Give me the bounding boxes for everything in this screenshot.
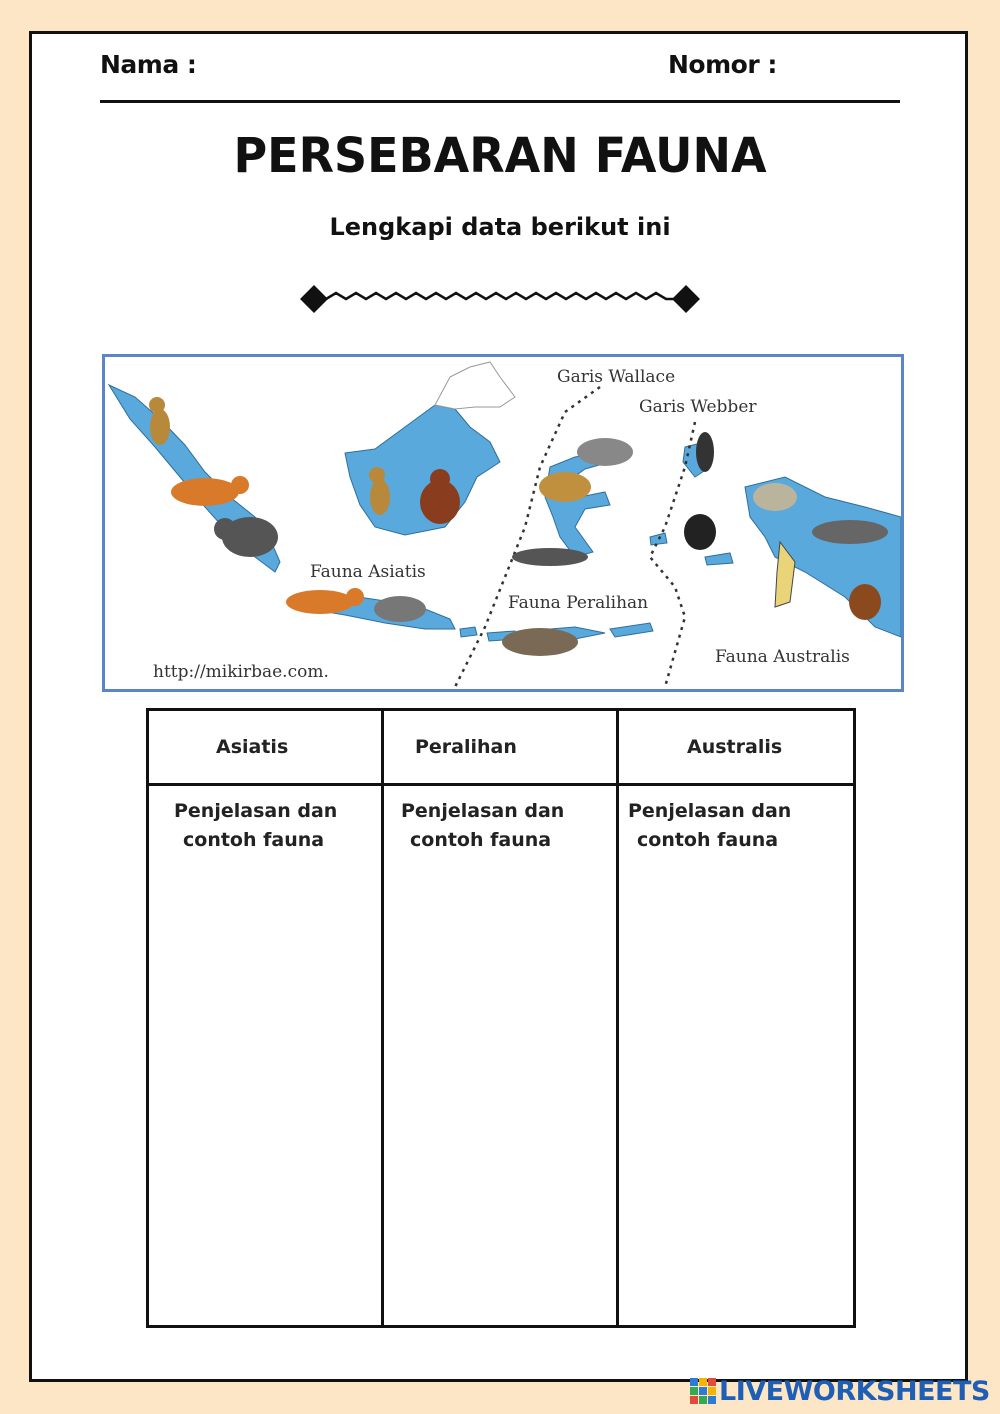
cell-line: contoh fauna (183, 829, 325, 851)
rhino-icon (374, 596, 426, 622)
header-rule (100, 100, 900, 103)
cuscus-icon (753, 483, 797, 511)
diamond-right-icon (672, 285, 700, 313)
diamond-left-icon (300, 285, 328, 313)
page-subtitle: Lengkapi data berikut ini (329, 213, 671, 241)
cassowary-icon (684, 514, 716, 550)
name-label: Nama : (100, 50, 197, 79)
fauna-australis-label: Fauna Australis (715, 647, 850, 667)
liveworksheets-watermark (690, 1374, 990, 1408)
anteater-icon (812, 520, 888, 544)
fauna-distribution-map (102, 354, 904, 692)
cell-line: Penjelasan dan (401, 800, 565, 822)
elephant-icon (214, 517, 278, 557)
cell-line: contoh fauna (637, 829, 779, 851)
answer-cell-peralihan[interactable] (383, 785, 618, 1327)
answer-cell-asiatis[interactable] (148, 785, 383, 1327)
zigzag-divider (298, 282, 702, 316)
header-asiatis: Asiatis (148, 710, 383, 785)
fauna-asiatis-label: Fauna Asiatis (310, 562, 426, 582)
fauna-peralihan-label: Fauna Peralihan (508, 593, 649, 613)
cockatoo-icon (696, 432, 714, 472)
cell-line: Penjelasan dan (628, 800, 792, 822)
page-title: PERSEBARAN FAUNA (233, 126, 767, 184)
kalimantan-island (345, 405, 500, 535)
indonesia-map-graphic (105, 357, 901, 689)
answer-cell-australis[interactable] (618, 785, 855, 1327)
map-source-label: http://mikirbae.com. (153, 662, 329, 682)
wallace-line-label: Garis Wallace (557, 367, 676, 387)
watermark-text: LIVEWORKSHEETS (719, 1375, 990, 1407)
cell-line: contoh fauna (410, 829, 552, 851)
liveworksheets-logo-icon (690, 1378, 716, 1404)
monkey-icon (149, 397, 170, 445)
sulawesi-island (545, 452, 610, 557)
table-row (148, 785, 855, 1327)
anoa-icon (577, 438, 633, 466)
cell-line: Penjelasan dan (174, 800, 338, 822)
crocodile-icon (512, 548, 588, 566)
header-peralihan: Peralihan (383, 710, 618, 785)
fauna-table (146, 708, 856, 1328)
number-label: Nomor : (668, 50, 777, 79)
babirusa-icon (539, 472, 591, 502)
tree-kangaroo-icon (849, 584, 881, 620)
north-borneo-outline (435, 362, 515, 409)
table-header-row (148, 710, 855, 785)
header-australis: Australis (618, 710, 855, 785)
webber-line-label: Garis Webber (639, 397, 757, 417)
komodo-icon (502, 628, 578, 656)
